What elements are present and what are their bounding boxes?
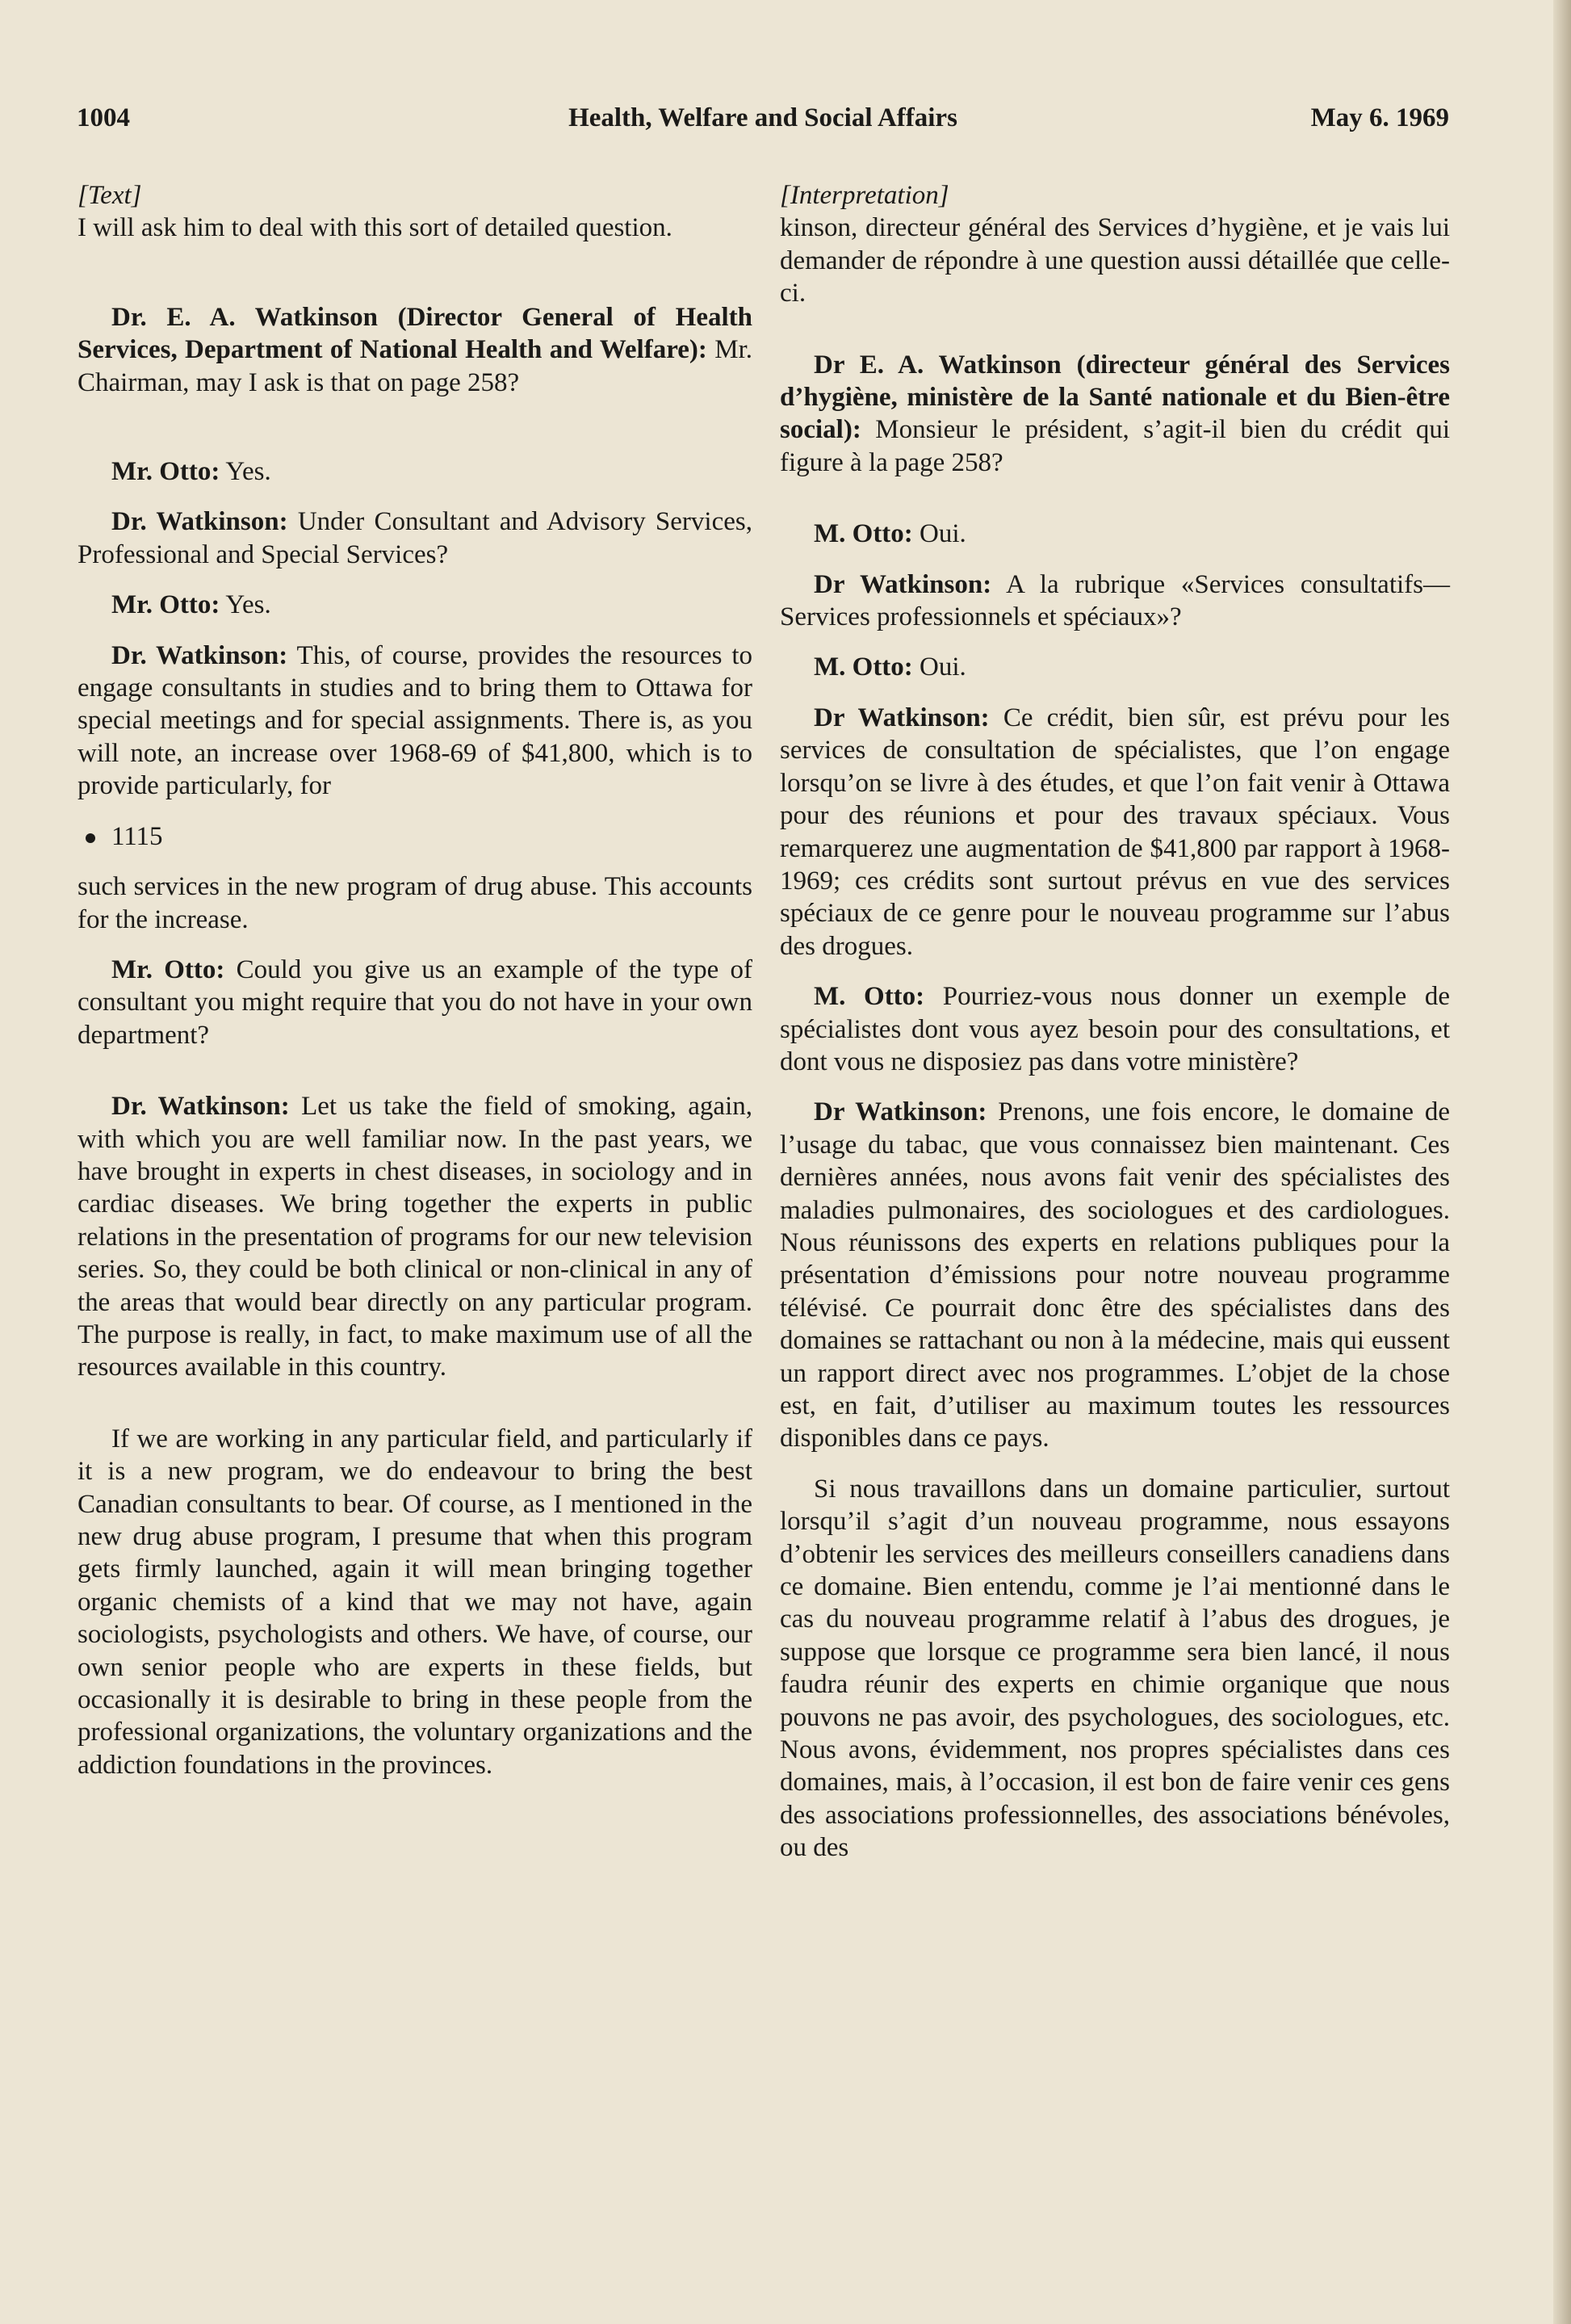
speech-text: Oui. bbox=[912, 652, 966, 682]
speech-text: This, of course, provides the resources to engage consultants in studies and to bring them to Ottawa for special meetings and for special assignments. There is, as you will note, an increase over 1968-69 of $41,800, which is to provide particularly, for bbox=[78, 640, 753, 801]
speech-text: Monsieur le président, s’agit-il bien du crédit qui figure à la page 258? bbox=[780, 415, 1450, 477]
header-date: May 6. 1969 bbox=[1310, 103, 1449, 132]
french-column bbox=[780, 179, 1450, 1865]
page-edge bbox=[1553, 0, 1571, 2324]
paragraph bbox=[78, 455, 752, 488]
speech-text: Oui. bbox=[912, 519, 966, 549]
english-column bbox=[78, 179, 752, 1781]
page-number: 1004 bbox=[77, 103, 130, 132]
speech-text: Yes. bbox=[220, 457, 271, 487]
paragraph: such services in the new program of drug abuse. This accounts for the increase. bbox=[78, 872, 752, 934]
speech-text: A la rubrique «Services consultatifs—Services professionnels et spéciaux»? bbox=[780, 569, 1450, 632]
speech-text: Let us take the field of smoking, again, with which you are well familiar now. In the past years, we have brought in experts in chest diseases, in sociology and in cardiac diseases. We bring together the experts in public relations in the presentation of programs for our new television series. So, they could be both clinical or non-clinical in any of the areas that would bear directly on any particular program. The purpose is really, in fact, to make maximum use of all the resources available in this country. bbox=[78, 1092, 752, 1382]
speech-text: Could you give us an example of the type of consultant you might require that you do not have in your own department? bbox=[78, 954, 753, 1050]
speaker: Mr. Otto: bbox=[111, 590, 220, 620]
speech-text: Prenons, une fois encore, le domaine de l’usage du tabac, que vous connaissez bien maintenant. Ces dernières années, nous avons fait venir des spécialistes des maladies pulmonaires, des sociologues et des cardiologues. Nous réunissons des experts en relations publiques pour la présentation d’émissions pour notre nouveau programme télévisé. Ce pourrait donc être des spécialistes dans des domaines se rattachant ou non à la médecine, mais qui eussent un rapport direct avec nos programmes. L’objet de la chose est, en fait, d’utiliser au maximum toutes les ressources disponibles dans ce pays. bbox=[780, 1097, 1450, 1454]
header-title: Health, Welfare and Social Affairs bbox=[568, 103, 957, 132]
speaker: Dr. Watkinson: bbox=[111, 1092, 290, 1122]
running-header bbox=[77, 103, 1449, 144]
speaker: Mr. Otto: bbox=[111, 954, 225, 984]
speaker: Dr. Watkinson: bbox=[111, 507, 288, 537]
paragraph bbox=[780, 1096, 1450, 1454]
paragraph bbox=[780, 518, 1450, 550]
speaker: Dr Watkinson: bbox=[814, 703, 990, 732]
speaker: M. Otto: bbox=[814, 982, 925, 1012]
paragraph bbox=[78, 589, 752, 621]
interpretation-tag: [Interpretation] bbox=[780, 181, 949, 210]
paragraph: kinson, directeur général des Services d’hygiène, et je vais lui demander de répondre à une question aussi détaillée que celle-ci. bbox=[780, 213, 1450, 308]
paragraph bbox=[780, 568, 1450, 634]
text-tag: [Text] bbox=[78, 181, 142, 210]
speech-text: Yes. bbox=[220, 590, 271, 620]
speech-text: Under Consultant and Advisory Services, Professional and Special Services? bbox=[78, 507, 752, 569]
speaker: Dr. E. A. Watkinson (Director General of Health Services, Department of National Health and Welfare): bbox=[78, 302, 752, 365]
paragraph bbox=[78, 640, 752, 803]
paragraph bbox=[78, 301, 752, 399]
time-marker bbox=[86, 820, 752, 853]
speaker: Dr. Watkinson: bbox=[111, 640, 288, 670]
speech-text: Mr. Chairman, may I ask is that on page 258? bbox=[78, 335, 752, 397]
time-marker-text: 1115 bbox=[111, 821, 163, 851]
paragraph bbox=[780, 349, 1450, 480]
paragraph bbox=[78, 1090, 752, 1384]
speaker: M. Otto: bbox=[814, 519, 913, 549]
bullet-icon bbox=[86, 833, 95, 843]
speaker: M. Otto: bbox=[814, 652, 913, 682]
paragraph: If we are working in any particular field, and particularly if it is a new program, we do endeavour to bring the best Canadian consultants to bear. Of course, as I mentioned in the new drug abuse program, I presume that when this program gets firmly launched, again it will mean bringing together organic chemists of a kind that we may not have, again sociologists, psychologists and others. We have, of course, our own senior people who are experts in these fields, but occasionally it is desirable to bring in these people from the professional organizations, the voluntary organizations and the addiction foundations in the provinces. bbox=[78, 1424, 752, 1780]
paragraph bbox=[78, 505, 752, 571]
paragraph bbox=[780, 702, 1450, 963]
paragraph: I will ask him to deal with this sort of detailed question. bbox=[78, 213, 672, 243]
speaker: Dr Watkinson: bbox=[814, 1097, 987, 1127]
paragraph bbox=[780, 980, 1450, 1078]
paragraph bbox=[780, 651, 1450, 683]
speaker: Dr Watkinson: bbox=[814, 569, 992, 599]
paragraph: Si nous travaillons dans un domaine particulier, surtout lorsqu’il s’agit d’un nouveau programme, nous essayons d’obtenir les services des meilleurs conseillers canadiens dans ce domaine. Bien entendu, comme je l’ai mentionné dans le cas du nouveau programme relatif à l’abus des drogues, je suppose que lorsque ce programme sera bien lancé, il nous faudra réunir des experts en chimie organique que nous pouvons ne pas avoir, des psychologues, des sociologues, etc. Nous avons, évidemment, nos propres spécialistes dans ces domaines, mais, à l’occasion, il est bon de faire venir ces gens des associations professionnelles, des associations bénévoles, ou des bbox=[780, 1474, 1450, 1863]
speech-text: Ce crédit, bien sûr, est prévu pour les services de consultation de spécialistes, que l’on engage lorsqu’on se livre à des études, et que l’on fait venir à Ottawa pour des réunions et pour des travaux spéciaux. Vous remarquerez une augmentation de $41,800 par rapport à 1968-1969; ces crédits sont surtout prévus en vue des services spéciaux de ce genre pour le nouveau programme sur l’abus des drogues. bbox=[780, 703, 1451, 961]
speech-text: Pourriez-vous nous donner un exemple de spécialistes dont vous ayez besoin pour des consultations, et dont vous ne disposiez pas dans votre ministère? bbox=[780, 982, 1450, 1076]
paragraph bbox=[78, 954, 752, 1051]
speaker: Mr. Otto: bbox=[111, 457, 220, 487]
speaker: Dr E. A. Watkinson (directeur général des Services d’hygiène, ministère de la Santé nationale et du Bien-être social): bbox=[780, 350, 1450, 445]
